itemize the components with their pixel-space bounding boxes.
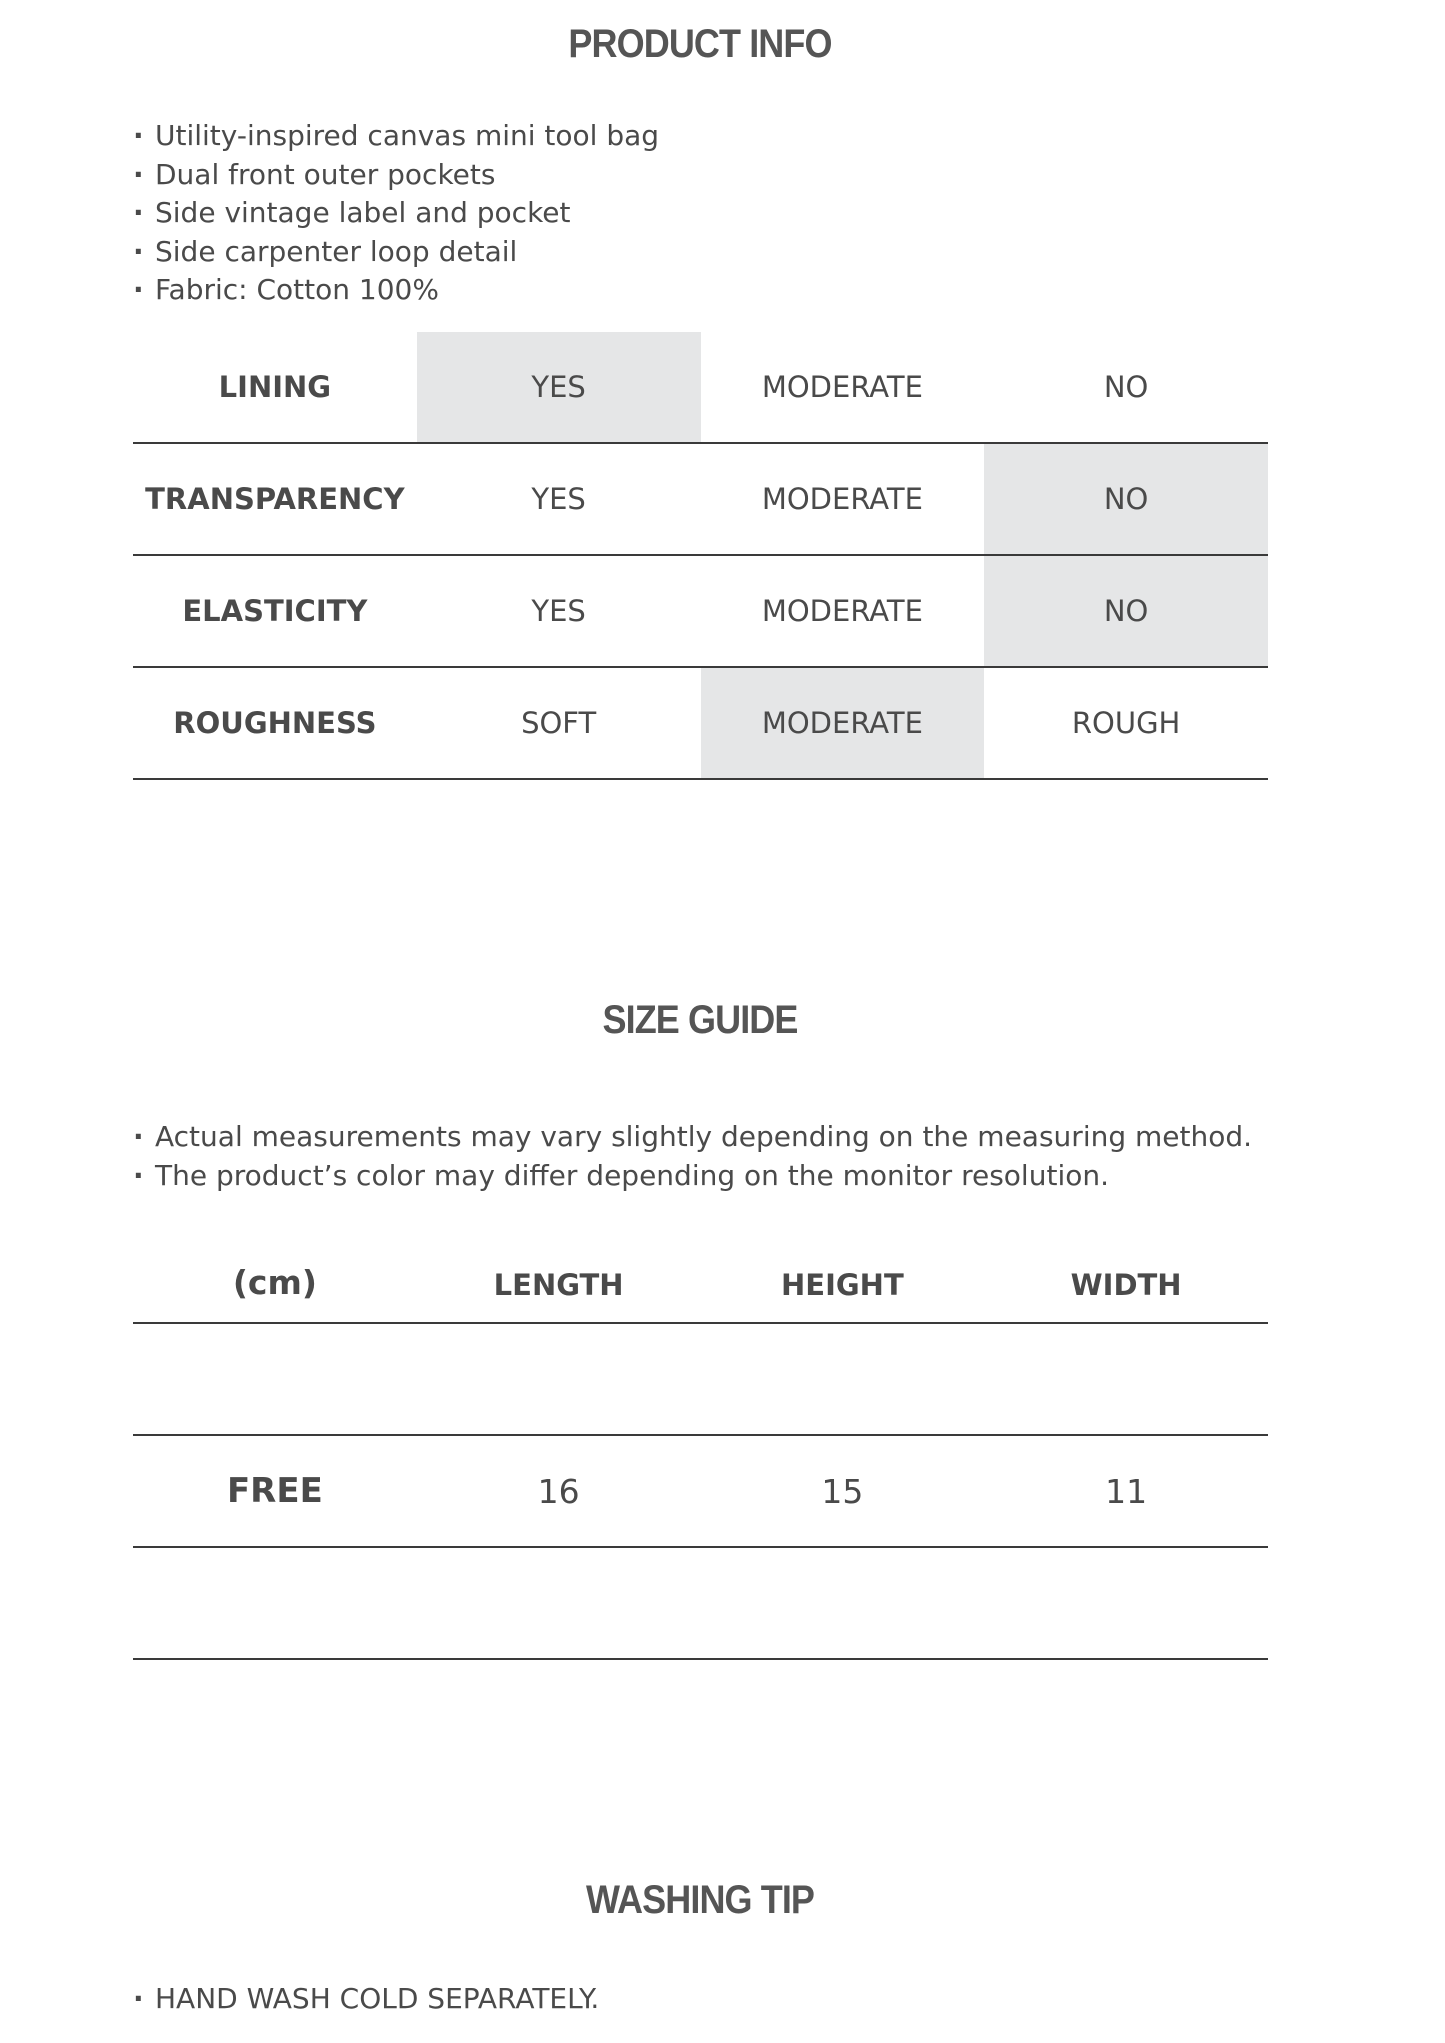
attribute-label-elasticity: ELASTICITY [182,594,368,628]
list-item: · Dual front outer pockets [133,156,659,195]
washing-tip-notes [133,1980,599,2019]
table-row [133,668,1268,780]
attribute-option: NO [984,556,1268,666]
size-value-width: 11 [1105,1471,1148,1511]
table-row-empty [133,1548,1268,1660]
attribute-option: ROUGH [1071,706,1181,740]
size-value-height: 15 [821,1471,864,1511]
size-value-length: 16 [537,1471,580,1511]
column-header-height: HEIGHT [781,1268,904,1302]
list-item: · Side carpenter loop detail [133,233,659,272]
list-item: · Utility-inspired canvas mini tool bag [133,117,659,156]
attribute-option: NO [1103,370,1149,404]
attribute-option: YES [417,332,701,442]
size-label: FREE [226,1471,323,1511]
attribute-option: MODERATE [761,482,923,516]
attribute-option: NO [984,444,1268,554]
fabric-attributes-table [133,332,1268,780]
table-row-empty [133,1324,1268,1436]
list-item: · The product’s color may differ depending on the monitor resolution. [133,1157,1252,1196]
table-row [133,332,1268,444]
list-item: · Side vintage label and pocket [133,194,659,233]
table-row [133,1436,1268,1548]
attribute-option: MODERATE [761,594,923,628]
list-item: · HAND WASH COLD SEPARATELY. [133,1980,599,2019]
table-row [133,444,1268,556]
size-table [133,1210,1268,1660]
size-guide-title: SIZE GUIDE [602,998,798,1042]
table-header-row [133,1210,1268,1324]
attribute-label-transparency: TRANSPARENCY [145,482,405,516]
column-header-unit: (cm) [232,1263,317,1302]
attribute-option: MODERATE [701,668,985,778]
attribute-option: MODERATE [761,370,923,404]
product-info-bullets [133,117,659,310]
size-guide-notes [133,1118,1252,1195]
list-item: · Actual measurements may vary slightly depending on the measuring method. [133,1118,1252,1157]
list-item: · Fabric: Cotton 100% [133,271,659,310]
attribute-option: YES [531,594,586,628]
attribute-label-roughness: ROUGHNESS [173,706,377,740]
product-info-title: PRODUCT INFO [568,22,832,66]
attribute-label-lining: LINING [218,370,332,404]
column-header-width: WIDTH [1070,1268,1182,1302]
attribute-option: YES [531,482,586,516]
column-header-length: LENGTH [493,1268,624,1302]
attribute-option: SOFT [521,706,597,740]
table-row [133,556,1268,668]
washing-tip-title: WASHING TIP [585,1878,815,1922]
